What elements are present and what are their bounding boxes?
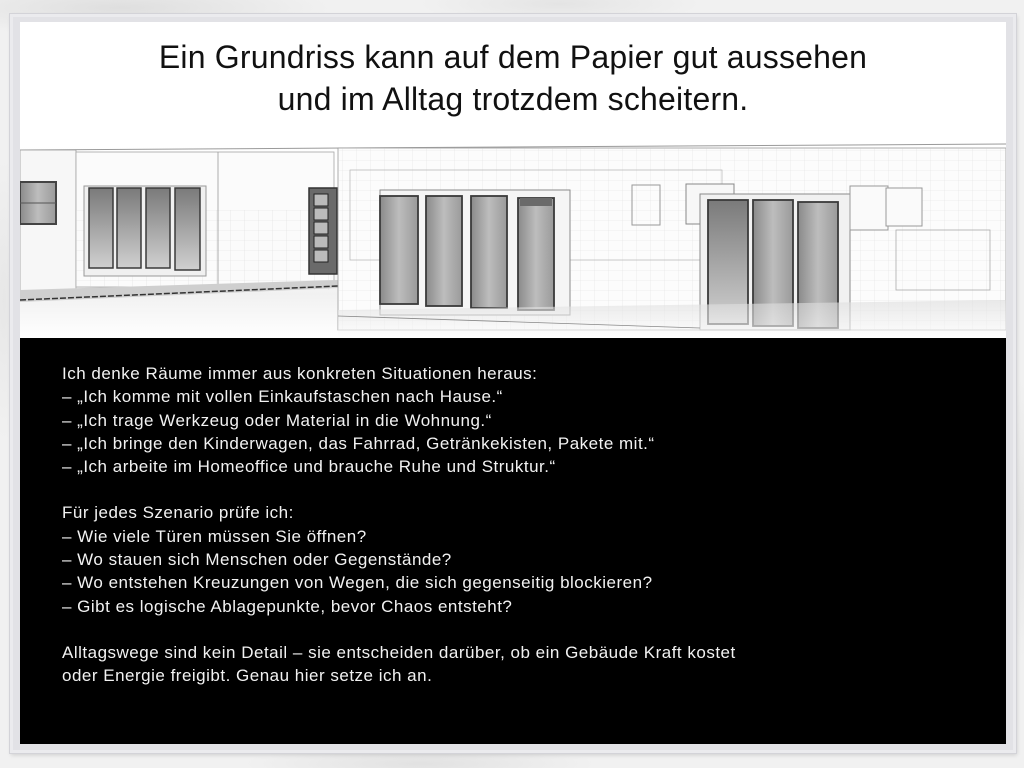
check-item: – Gibt es logische Ablagepunkte, bevor Chaos entsteht? <box>62 596 513 616</box>
text-panel <box>20 338 1006 744</box>
conclusion-section <box>62 641 966 688</box>
scenario-item: – „Ich komme mit vollen Einkaufstaschen nach Hause.“ <box>62 387 503 407</box>
architecture-render-image <box>20 140 1006 338</box>
scenarios-heading: Ich denke Räume immer aus konkreten Situationen heraus: <box>62 364 538 383</box>
check-item: – Wo entstehen Kreuzungen von Wegen, die sich gegenseitig blockieren? <box>62 573 653 593</box>
slide-title <box>20 36 1006 120</box>
conclusion-line: Alltagswege sind kein Detail – sie entscheiden darüber, ob ein Gebäude Kraft kostet <box>62 642 736 662</box>
scenarios-section <box>62 362 966 478</box>
scenario-item: – „Ich bringe den Kinderwagen, das Fahrrad, Getränkekisten, Pakete mit.“ <box>62 433 655 453</box>
check-item: – Wie viele Türen müssen Sie öffnen? <box>62 526 367 546</box>
check-item: – Wo stauen sich Menschen oder Gegenstände? <box>62 550 452 570</box>
conclusion-line: oder Energie freigibt. Genau hier setze ich an. <box>62 666 433 686</box>
checks-section <box>62 501 966 617</box>
checks-heading: Für jedes Szenario prüfe ich: <box>62 503 294 523</box>
scenario-item: – „Ich arbeite im Homeoffice und brauche Ruhe und Struktur.“ <box>62 457 556 477</box>
scenario-item: – „Ich trage Werkzeug oder Material in die Wohnung.“ <box>62 410 492 430</box>
title-line-2: und im Alltag trotzdem scheitern. <box>277 81 749 117</box>
title-line-1: Ein Grundriss kann auf dem Papier gut aussehen <box>158 39 868 75</box>
slide-card <box>20 22 1006 744</box>
text-content <box>62 362 966 711</box>
